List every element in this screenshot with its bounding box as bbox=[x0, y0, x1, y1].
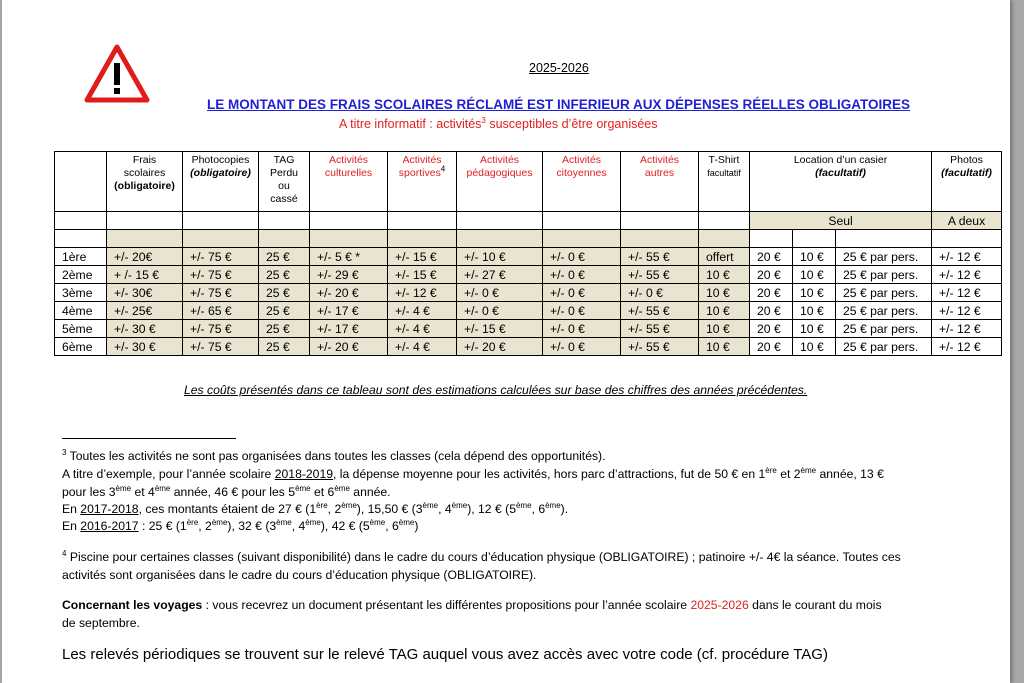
estimates-note: Les coûts présentés dans ce tableau sont des estimations calculées sur base des chiffres des années précédentes. bbox=[184, 383, 808, 397]
table-cell: +/- 17 € bbox=[310, 320, 388, 338]
header-adeux: A deux bbox=[932, 212, 1002, 230]
table-cell: 25 € par pers. bbox=[836, 248, 932, 266]
fees-table bbox=[54, 151, 1002, 356]
table-cell: +/- 20 € bbox=[457, 338, 543, 356]
header-photos: Photos (facultatif) bbox=[932, 152, 1002, 212]
table-cell: 10 € bbox=[793, 320, 836, 338]
table-cell: 25 € par pers. bbox=[836, 338, 932, 356]
table-cell: +/- 10 € bbox=[457, 248, 543, 266]
table-blank-row bbox=[55, 230, 1002, 248]
header-sportives: Activités sportives$^4$ bbox=[388, 152, 457, 212]
header-pedagogiques: Activités pédagogiques bbox=[457, 152, 543, 212]
table-cell: 10 € bbox=[793, 284, 836, 302]
warning-triangle-icon bbox=[84, 44, 150, 104]
header-casier: Location d’un casier (facultatif) bbox=[750, 152, 932, 212]
table-cell: +/- 29 € bbox=[310, 266, 388, 284]
school-year: 2025-2026 bbox=[529, 61, 589, 75]
table-cell: 10 € bbox=[793, 266, 836, 284]
footnote-4-line2: activités sont organisées dans le cadre du cours d’éducation physique (OBLIGATOIRE). bbox=[62, 568, 537, 582]
table-cell: 20 € bbox=[750, 266, 793, 284]
table-cell: +/- 12 € bbox=[932, 248, 1002, 266]
table-cell: 10 € bbox=[699, 266, 750, 284]
table-cell: +/- 0 € bbox=[543, 248, 621, 266]
footnote-3-line5: En 2016-2017 : 25 € (1ère, 2ème), 32 € (3ème, 4ème), 42 € (5ème, 6ème) bbox=[62, 517, 419, 533]
footnote-3-line3: pour les 3ème et 4ème année, 46 € pour les 5ème et 6ème année. bbox=[62, 483, 391, 499]
table-cell: 10 € bbox=[699, 338, 750, 356]
header-tag: TAG Perdu ou cassé bbox=[259, 152, 310, 212]
table-cell: 25 € par pers. bbox=[836, 266, 932, 284]
table-cell: 25 € par pers. bbox=[836, 320, 932, 338]
table-cell: +/- 30 € bbox=[107, 320, 183, 338]
table-cell: 25 € bbox=[259, 266, 310, 284]
table-cell: +/- 5 € * bbox=[310, 248, 388, 266]
footnote-4-line1: $^4$ Piscine pour certaines classes (suivant disponibilité) dans le cadre du cours d’éducation physique (OBLIGATOIRE) ; patinoire +/- 4€ la séance. Toutes ces bbox=[62, 548, 901, 564]
table-cell: +/- 27 € bbox=[457, 266, 543, 284]
table-cell: 25 € par pers. bbox=[836, 284, 932, 302]
table-cell: +/- 25€ bbox=[107, 302, 183, 320]
table-cell: 10 € bbox=[699, 302, 750, 320]
table-cell: +/- 15 € bbox=[388, 248, 457, 266]
row-label: 2ème bbox=[55, 266, 107, 284]
table-cell: 10 € bbox=[793, 248, 836, 266]
table-cell: +/- 0 € bbox=[543, 302, 621, 320]
table-cell: 25 € bbox=[259, 248, 310, 266]
headline: LE MONTANT DES FRAIS SCOLAIRES RÉCLAMÉ EST INFERIEUR AUX DÉPENSES RÉELLES OBLIGATOIRES bbox=[207, 97, 911, 112]
table-row bbox=[55, 266, 1002, 284]
table-cell: +/- 55 € bbox=[621, 266, 699, 284]
table-cell: +/- 30€ bbox=[107, 284, 183, 302]
table-row bbox=[55, 302, 1002, 320]
table-row bbox=[55, 338, 1002, 356]
voyages-line2: de septembre. bbox=[62, 616, 140, 630]
table-cell: +/- 12 € bbox=[932, 284, 1002, 302]
row-label: 4ème bbox=[55, 302, 107, 320]
table-cell: 25 € bbox=[259, 320, 310, 338]
table-row bbox=[55, 320, 1002, 338]
table-cell: +/- 75 € bbox=[183, 266, 259, 284]
table-cell: +/- 55 € bbox=[621, 320, 699, 338]
row-label: 1ère bbox=[55, 248, 107, 266]
table-cell: +/- 75 € bbox=[183, 338, 259, 356]
table-row bbox=[55, 284, 1002, 302]
table-cell: 20 € bbox=[750, 302, 793, 320]
table-cell: +/- 12 € bbox=[932, 320, 1002, 338]
table-cell: 20 € bbox=[750, 338, 793, 356]
header-photocopies: Photocopies (obligatoire) bbox=[183, 152, 259, 212]
table-cell: +/- 12 € bbox=[932, 338, 1002, 356]
table-cell: 20 € bbox=[750, 248, 793, 266]
header-citoyennes: Activités citoyennes bbox=[543, 152, 621, 212]
table-cell: 10 € bbox=[793, 302, 836, 320]
table-cell: +/- 17 € bbox=[310, 302, 388, 320]
header-tshirt: T-Shirt facultatif bbox=[699, 152, 750, 212]
header-seul: Seul bbox=[750, 212, 932, 230]
table-cell: +/- 0 € bbox=[543, 338, 621, 356]
table-cell: +/- 12 € bbox=[932, 266, 1002, 284]
table-cell: +/- 75 € bbox=[183, 284, 259, 302]
table-cell: +/- 4 € bbox=[388, 320, 457, 338]
header-autres: Activités autres bbox=[621, 152, 699, 212]
table-subheader-row bbox=[55, 212, 1002, 230]
table-cell: +/- 30 € bbox=[107, 338, 183, 356]
table-cell: +/- 20 € bbox=[310, 338, 388, 356]
table-cell: +/- 20 € bbox=[310, 284, 388, 302]
row-label: 3ème bbox=[55, 284, 107, 302]
table-cell: 10 € bbox=[793, 338, 836, 356]
header-culturelles: Activités culturelles bbox=[310, 152, 388, 212]
footnote-separator bbox=[62, 438, 236, 439]
table-cell: +/- 15 € bbox=[388, 266, 457, 284]
table-cell: +/- 4 € bbox=[388, 302, 457, 320]
table-cell: 25 € bbox=[259, 338, 310, 356]
table-cell: +/- 20€ bbox=[107, 248, 183, 266]
table-cell: offert bbox=[699, 248, 750, 266]
table-cell: +/- 75 € bbox=[183, 248, 259, 266]
table-cell: +/- 0 € bbox=[621, 284, 699, 302]
table-cell: +/- 55 € bbox=[621, 248, 699, 266]
header-frais: Frais scolaires (obligatoire) bbox=[107, 152, 183, 212]
table-cell: 10 € bbox=[699, 284, 750, 302]
final-statement: Les relevés périodiques se trouvent sur le relevé TAG auquel vous avez accès avec votre code (cf. procédure TAG) bbox=[62, 646, 828, 663]
table-cell: +/- 12 € bbox=[388, 284, 457, 302]
table-cell: 20 € bbox=[750, 320, 793, 338]
table-cell: +/- 75 € bbox=[183, 320, 259, 338]
row-label: 6ème bbox=[55, 338, 107, 356]
table-header-row bbox=[55, 152, 1002, 212]
table-cell: 25 € par pers. bbox=[836, 302, 932, 320]
table-cell: +/- 55 € bbox=[621, 338, 699, 356]
table-cell: +/- 12 € bbox=[932, 302, 1002, 320]
table-cell: +/- 0 € bbox=[543, 284, 621, 302]
footnote-3-line4: En 2017-2018, ces montants étaient de 27 € (1ère, 2ème), 15,50 € (3ème, 4ème), 12 € (5ème, 6ème). bbox=[62, 500, 569, 516]
subtitle: A titre informatif : activités$^3$ susceptibles d’être organisées bbox=[339, 115, 658, 131]
table-cell: +/- 65 € bbox=[183, 302, 259, 320]
document-page bbox=[2, 0, 1010, 683]
table-cell: + /- 15 € bbox=[107, 266, 183, 284]
footnote-3-line2: A titre d’exemple, pour l’année scolaire 2018-2019, la dépense moyenne pour les activités, hors parc d’attractions, fut de 50 € en 1ère et 2ème année, 13 € bbox=[62, 465, 884, 481]
table-cell: 25 € bbox=[259, 284, 310, 302]
table-cell: +/- 4 € bbox=[388, 338, 457, 356]
voyages-line1: Concernant les voyages : vous recevrez un document présentant les différentes propositions pour l’année scolaire 2025-2026 dans le courant du mois bbox=[62, 598, 882, 612]
table-cell: +/- 0 € bbox=[543, 320, 621, 338]
table-cell: +/- 0 € bbox=[543, 266, 621, 284]
header-empty bbox=[55, 152, 107, 212]
table-row bbox=[55, 248, 1002, 266]
row-label: 5ème bbox=[55, 320, 107, 338]
table-cell: 20 € bbox=[750, 284, 793, 302]
table-cell: 10 € bbox=[699, 320, 750, 338]
table-cell: 25 € bbox=[259, 302, 310, 320]
table-cell: +/- 0 € bbox=[457, 302, 543, 320]
footnote-3-line1: $^3$ Toutes les activités ne sont pas organisées dans toutes les classes (cela dépend des opportunités). bbox=[62, 447, 606, 463]
table-cell: +/- 15 € bbox=[457, 320, 543, 338]
table-cell: +/- 0 € bbox=[457, 284, 543, 302]
table-cell: +/- 55 € bbox=[621, 302, 699, 320]
